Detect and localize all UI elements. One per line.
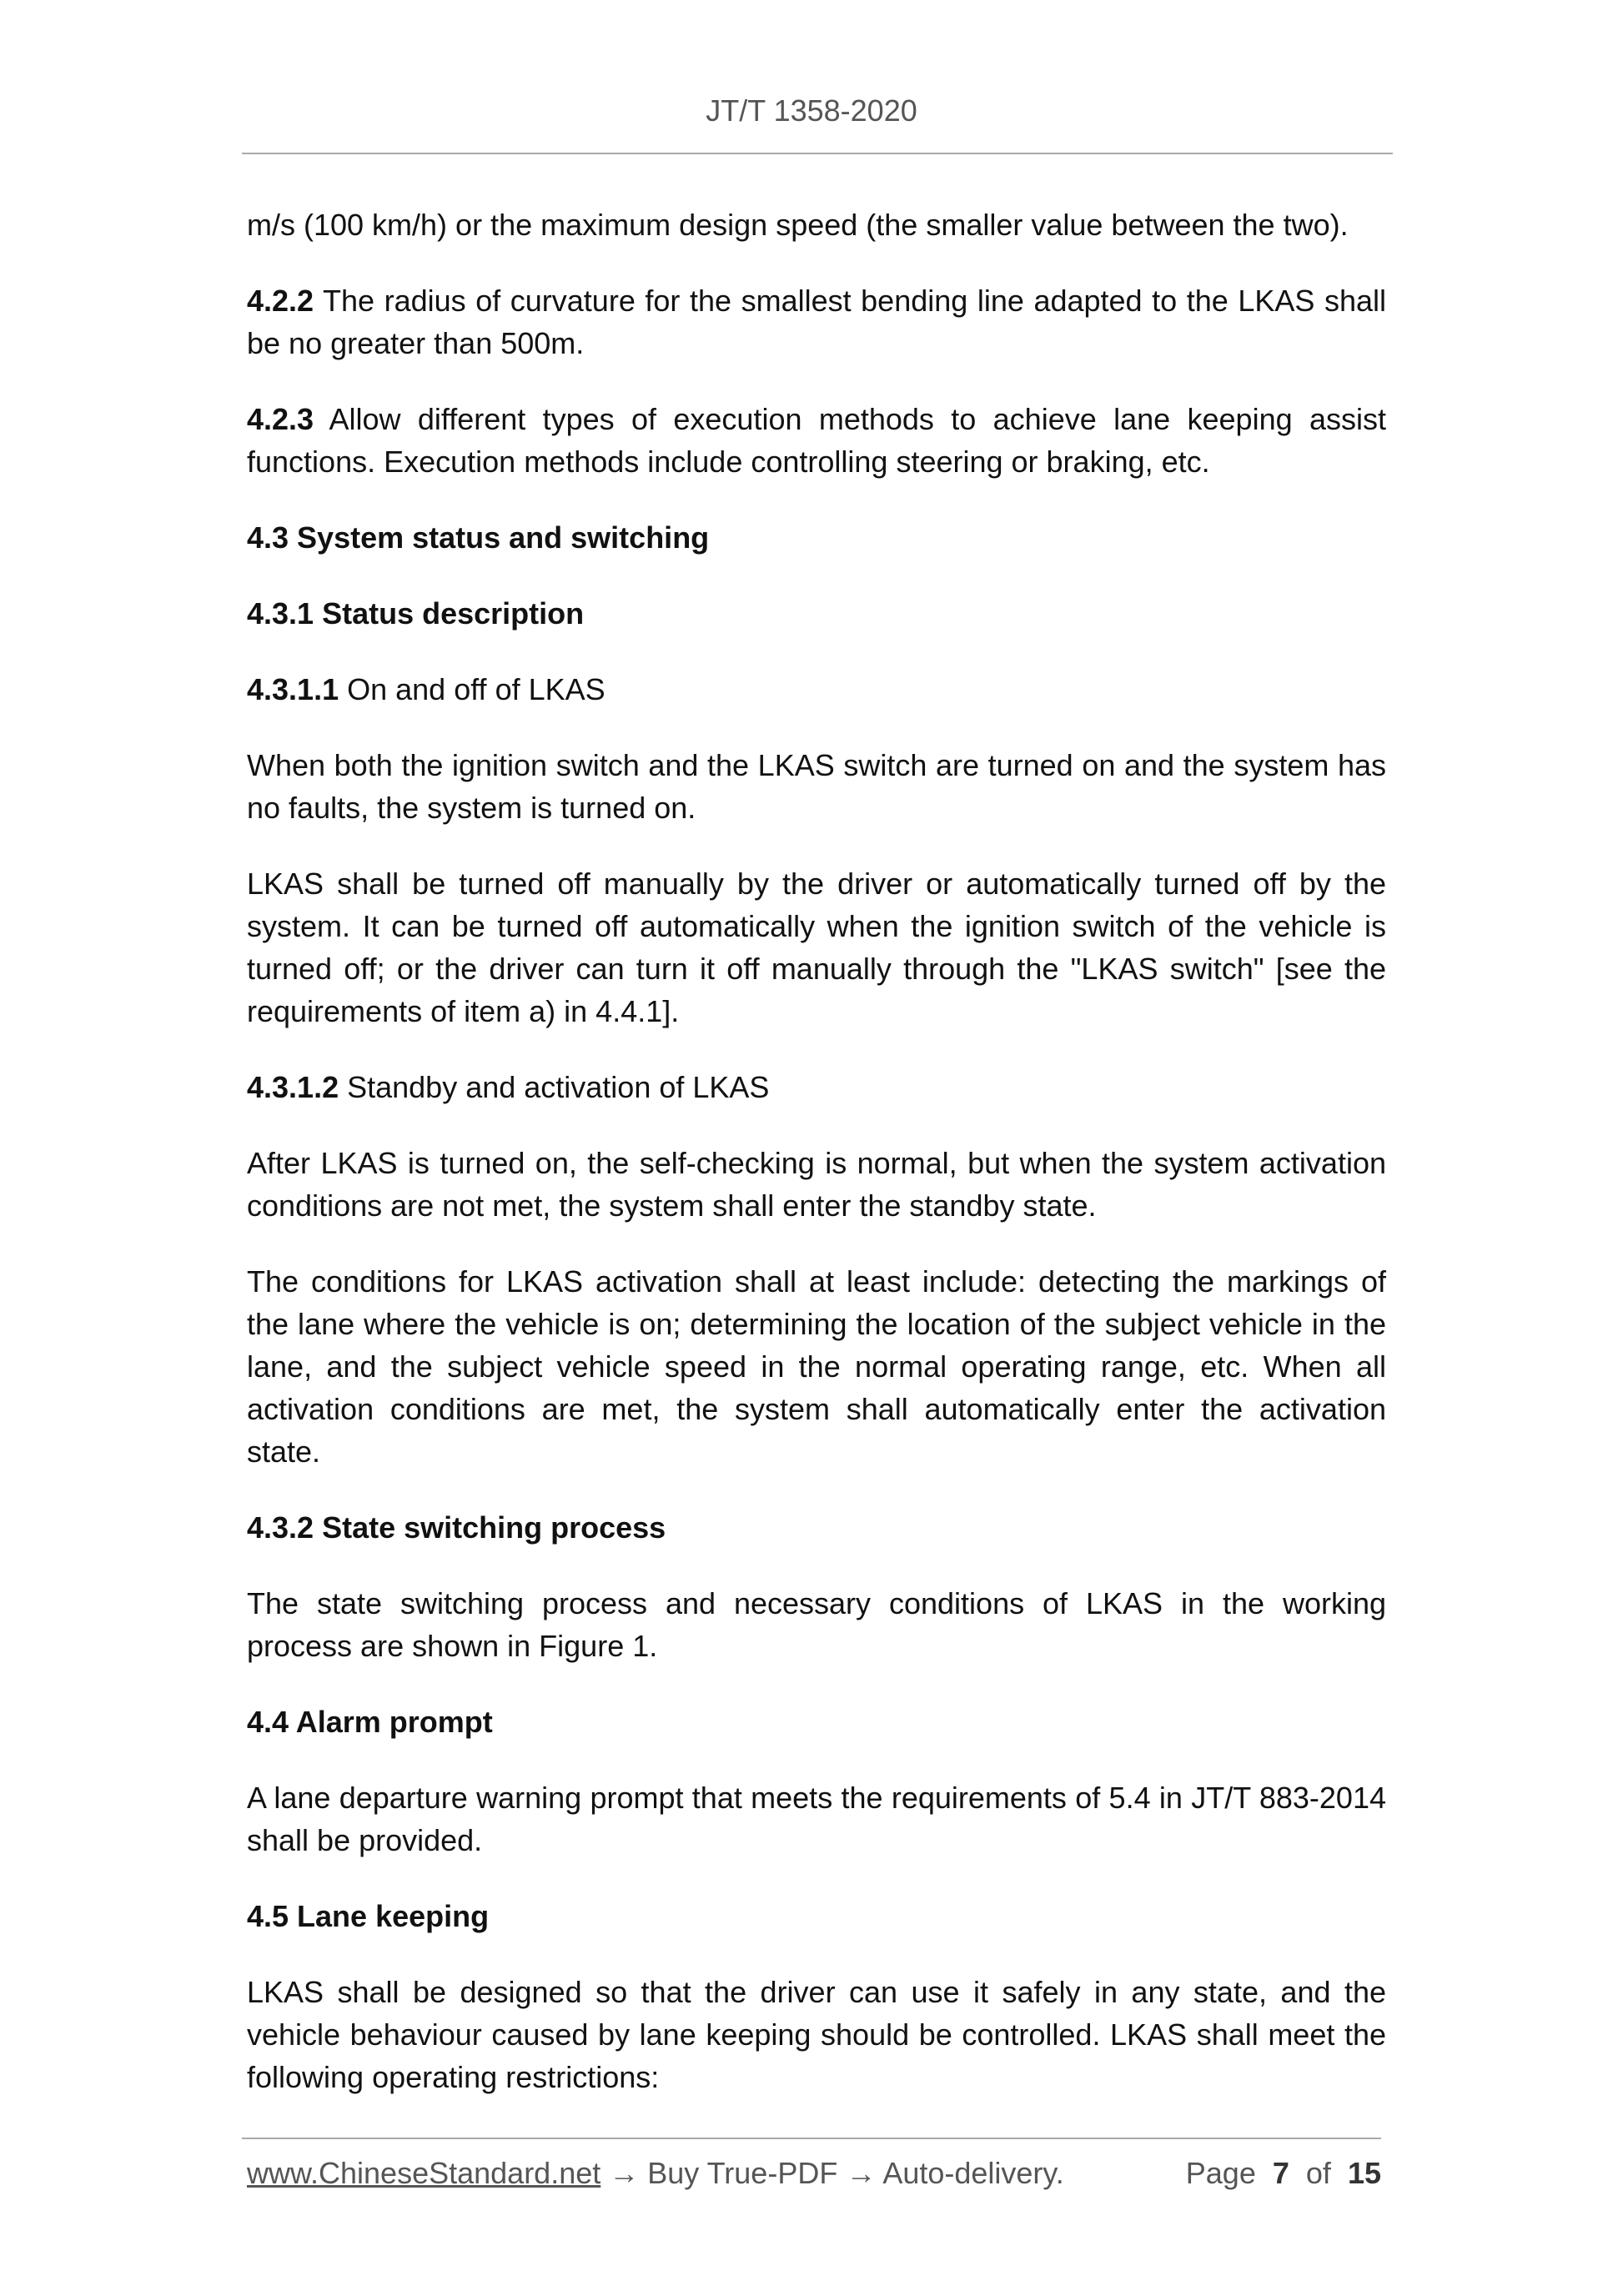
- paragraph-switching: The state switching process and necessary conditions of LKAS in the working process are shown in Figure 1.: [247, 1586, 1386, 1663]
- heading-4-4: 4.4 Alarm prompt: [247, 1705, 493, 1739]
- page-body: [247, 203, 1386, 2132]
- clause-4-3-1-1: [247, 668, 1386, 711]
- paragraph-system-off: LKAS shall be turned off manually by the driver or automatically turned off by the system. It can be turned off automatically when the ignition switch of the vehicle is turned off; or the driver can turn it off manually through the "LKAS switch" [see the requirements of item a) in 4.4.1].: [247, 867, 1386, 1028]
- page-of-label: of: [1305, 2156, 1331, 2190]
- heading-4-5: 4.5 Lane keeping: [247, 1899, 490, 1933]
- paragraph-system-on: When both the ignition switch and the LKAS switch are turned on and the system has no faults, the system is turned on.: [247, 748, 1386, 825]
- website-link[interactable]: www.ChineseStandard.net: [247, 2156, 601, 2190]
- clause-4-2-3: [247, 398, 1386, 483]
- page-total: 15: [1347, 2156, 1381, 2190]
- footer-divider: [242, 2138, 1381, 2139]
- page-label: Page: [1185, 2156, 1256, 2190]
- clause-text: On and off of LKAS: [339, 672, 605, 706]
- clause-text: Standby and activation of LKAS: [339, 1070, 770, 1104]
- clause-number: 4.3.1.2: [247, 1070, 339, 1104]
- footer-tagline: → Buy True-PDF → Auto-delivery.: [600, 2156, 1064, 2190]
- clause-text: Allow different types of execution methods to achieve lane keeping assist functions. Execution methods include controlling steering or braking, etc.: [247, 402, 1386, 479]
- page-current: 7: [1272, 2156, 1289, 2190]
- running-header: JT/T 1358-2020: [706, 93, 917, 128]
- heading-4-3: 4.3 System status and switching: [247, 520, 710, 555]
- clause-number: 4.2.2: [247, 284, 314, 318]
- paragraph-activation: The conditions for LKAS activation shall at least include: detecting the markings of the lane where the vehicle is on; determining the location of the subject vehicle in the lane, and the subject vehicle speed in the normal operating range, etc. When all activation conditions are met, the system shall automatically enter the activation state.: [247, 1264, 1386, 1469]
- clause-text: The radius of curvature for the smallest bending line adapted to the LKAS shall be no greater than 500m.: [247, 284, 1386, 360]
- paragraph-standby: After LKAS is turned on, the self-checking is normal, but when the system activation conditions are not met, the system shall enter the standby state.: [247, 1146, 1386, 1223]
- heading-4-3-1: 4.3.1 Status description: [247, 596, 585, 631]
- clause-4-2-2: [247, 279, 1386, 364]
- footer-promo: [247, 2156, 1064, 2191]
- page-number: [1186, 2156, 1381, 2191]
- clause-4-3-1-2: [247, 1066, 1386, 1108]
- clause-number: 4.3.1.1: [247, 672, 339, 706]
- paragraph-lane-keeping: LKAS shall be designed so that the driver can use it safely in any state, and the vehicle behaviour caused by lane keeping should be controlled. LKAS shall meet the following operating restrictions:: [247, 1975, 1386, 2094]
- header-divider: [242, 153, 1393, 154]
- clause-number: 4.2.3: [247, 402, 314, 436]
- paragraph-alarm: A lane departure warning prompt that meets the requirements of 5.4 in JT/T 883-2014 shall be provided.: [247, 1781, 1386, 1857]
- heading-4-3-2: 4.3.2 State switching process: [247, 1510, 666, 1545]
- paragraph-speed-continued: m/s (100 km/h) or the maximum design speed (the smaller value between the two).: [247, 208, 1349, 242]
